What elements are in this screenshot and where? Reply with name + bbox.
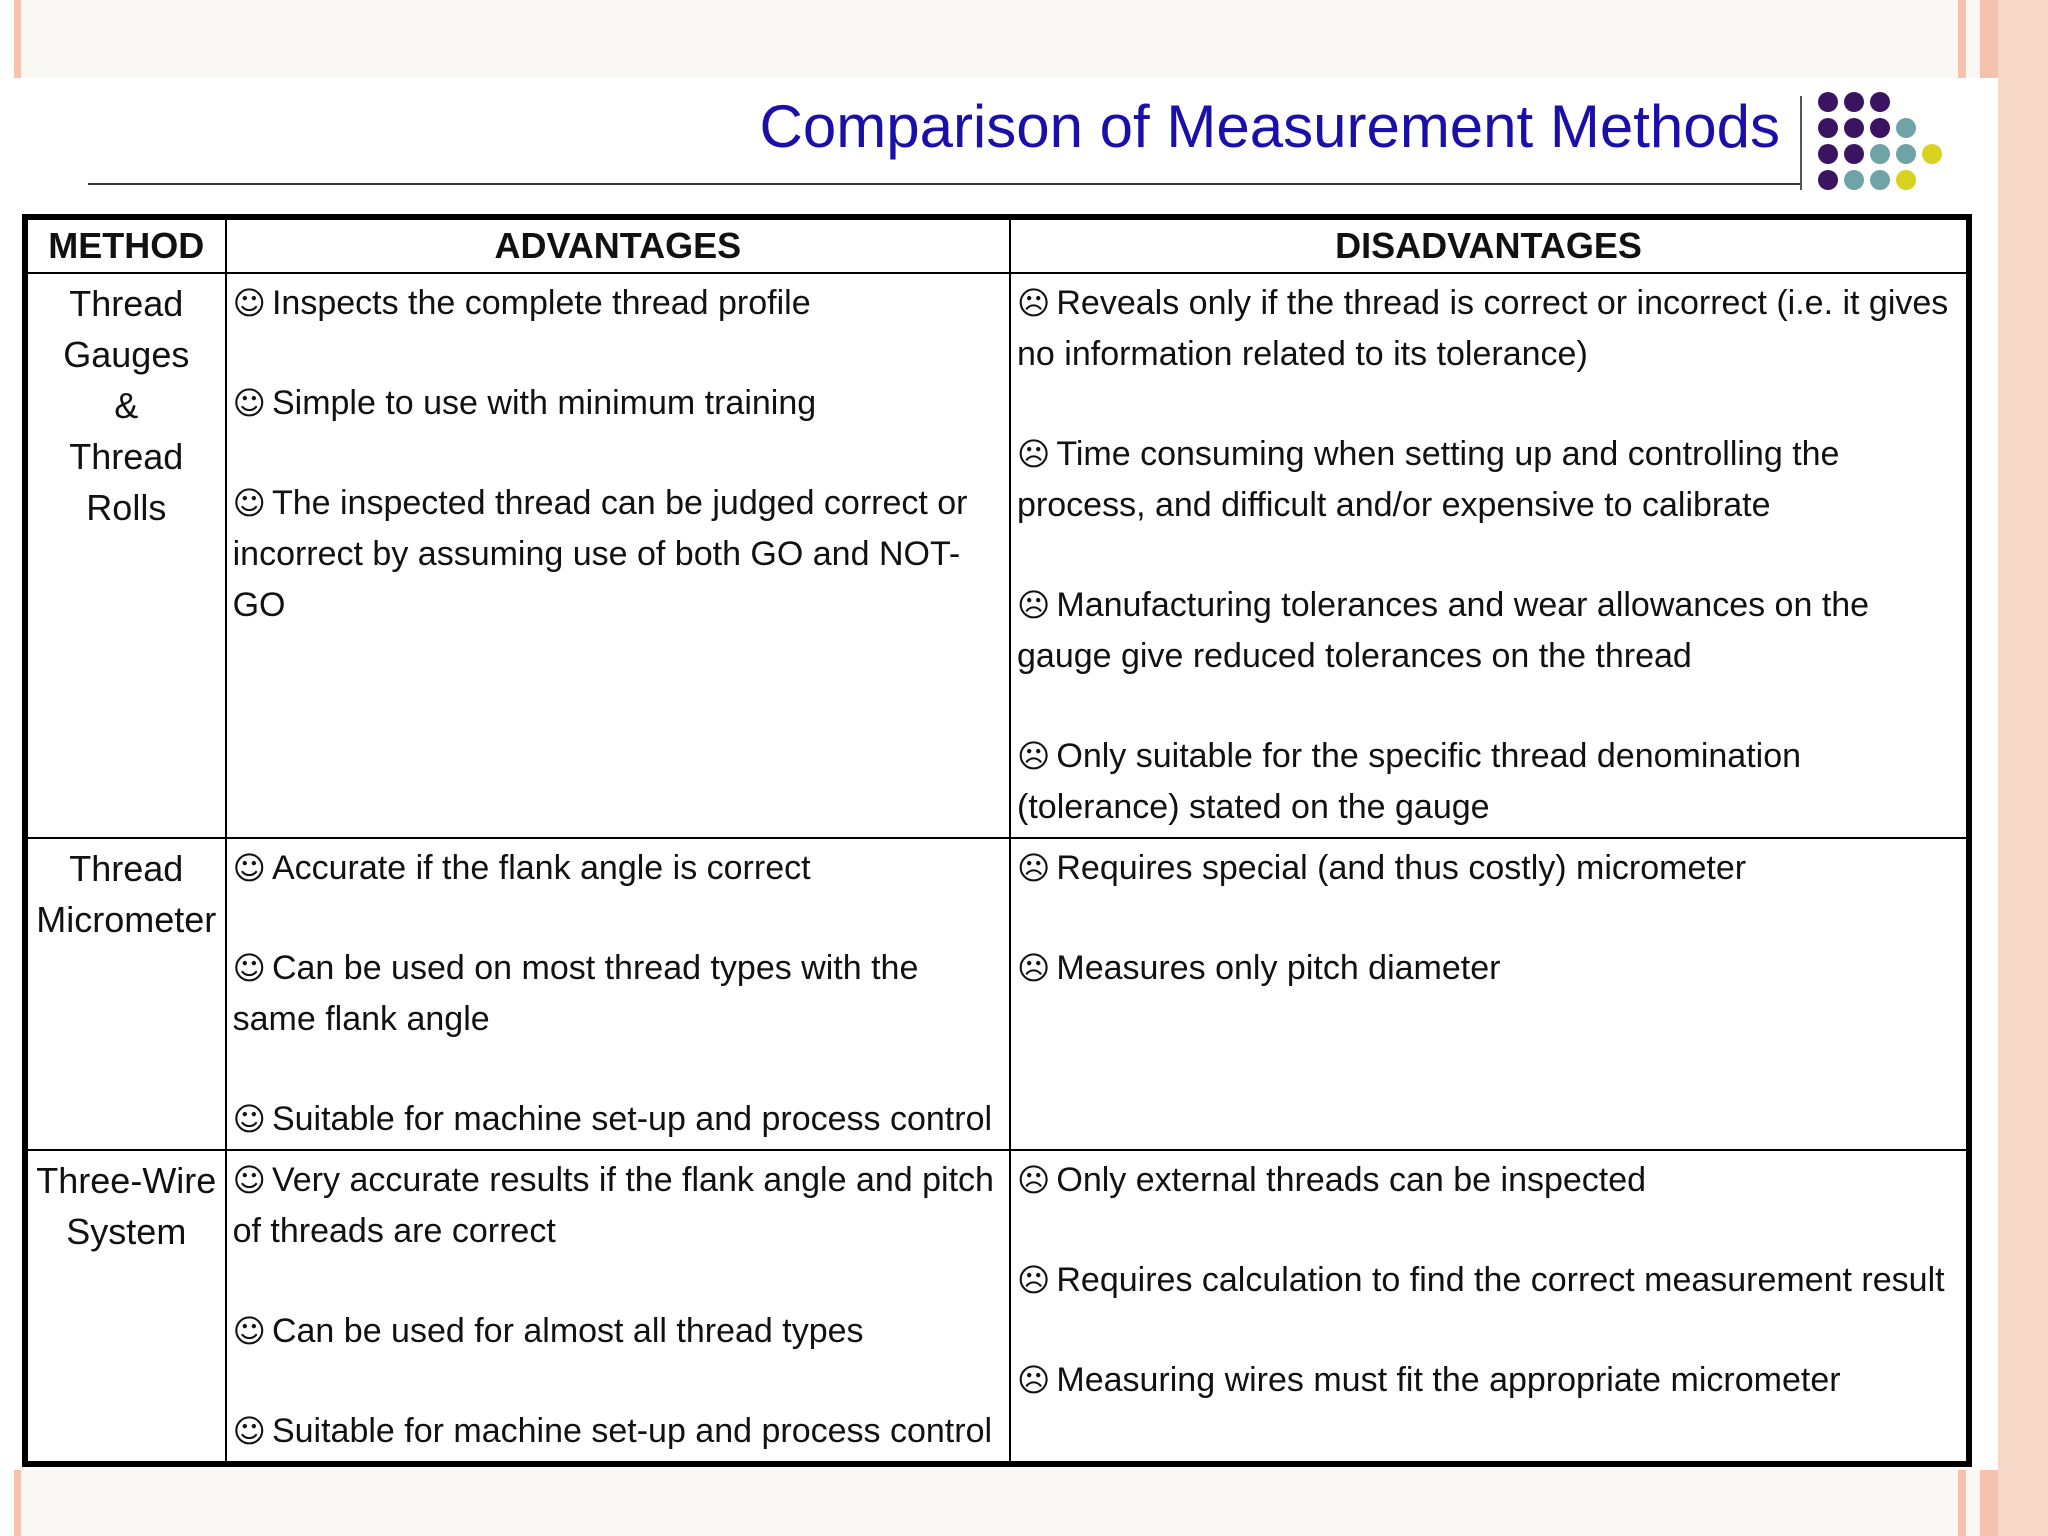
disadvantage-item [1017, 580, 1960, 682]
advantages-cell [226, 1150, 1010, 1464]
advantage-item [233, 1155, 1003, 1257]
advantage-item-text: Inspects the complete thread profile [271, 284, 811, 322]
advantage-item-text: Can be used for almost all thread types [271, 1312, 864, 1350]
decorative-dot-grid [1818, 92, 1958, 196]
smiley-icon: ☺ [232, 1100, 266, 1138]
frown-icon: ☹ [1017, 737, 1051, 775]
frown-icon: ☹ [1017, 1361, 1051, 1399]
disadvantage-item [1017, 278, 1960, 380]
disadvantages-cell [1010, 273, 1969, 838]
table-row [25, 273, 1969, 838]
smiley-icon: ☺ [232, 484, 266, 522]
advantage-item-text: Suitable for machine set-up and process control [271, 1100, 993, 1138]
smiley-icon: ☺ [232, 1312, 266, 1350]
slide-edge-accent [1980, 1470, 1998, 1536]
advantage-item [233, 1406, 1003, 1457]
frown-icon: ☹ [1017, 435, 1051, 473]
slide-edge-accent [1980, 0, 1998, 78]
decor-dot [1818, 118, 1838, 138]
advantage-item [233, 478, 1003, 631]
method-name-line: System [66, 1211, 187, 1252]
disadvantage-item [1017, 843, 1960, 894]
advantage-item [233, 843, 1003, 894]
disadvantage-item-text: Manufacturing tolerances and wear allowances on the gauge give reduced tolerances on the thread [1017, 586, 1870, 675]
advantage-item-text: Accurate if the flank angle is correct [271, 849, 811, 887]
decor-dot [1870, 170, 1890, 190]
smiley-icon: ☺ [232, 384, 266, 422]
decor-dot [1844, 170, 1864, 190]
decor-dot [1896, 170, 1916, 190]
method-cell [25, 838, 226, 1150]
disadvantage-item-text: Measuring wires must fit the appropriate micrometer [1056, 1361, 1841, 1399]
advantage-item [233, 943, 1003, 1045]
title-separator [1800, 96, 1802, 190]
table-row [25, 1150, 1969, 1464]
method-name-line: Three-Wire [36, 1160, 217, 1201]
advantage-item [233, 1306, 1003, 1357]
advantage-item-text: Very accurate results if the flank angle and pitch of threads are correct [232, 1161, 994, 1250]
advantage-item-text: Can be used on most thread types with the same flank angle [232, 949, 919, 1038]
smiley-icon: ☺ [232, 949, 266, 987]
smiley-icon: ☺ [232, 1412, 266, 1450]
disadvantage-item [1017, 1355, 1960, 1406]
frown-icon: ☹ [1017, 284, 1051, 322]
header-disadvantages: DISADVANTAGES [1010, 217, 1969, 273]
disadvantage-item [1017, 943, 1960, 994]
method-name-line: Thread [69, 283, 184, 324]
disadvantage-item-text: Only external threads can be inspected [1056, 1161, 1647, 1199]
method-name-line: Gauges [63, 334, 190, 375]
method-name-line: Thread [69, 848, 184, 889]
method-name-line: & [114, 385, 139, 426]
advantage-item-text: The inspected thread can be judged correct or incorrect by assuming use of both GO and NOT-GO [232, 484, 968, 624]
slide-right-strip [1998, 0, 2048, 1536]
smiley-icon: ☺ [232, 849, 266, 887]
method-cell [25, 1150, 226, 1464]
slide-title: Comparison of Measurement Methods [759, 93, 1780, 160]
frown-icon: ☹ [1017, 1161, 1051, 1199]
disadvantage-item [1017, 731, 1960, 833]
slide-edge-accent [1958, 1470, 1966, 1536]
decor-dot [1844, 92, 1864, 112]
frown-icon: ☹ [1017, 849, 1051, 887]
disadvantage-item [1017, 1155, 1960, 1206]
slide-bottom-band [14, 1470, 1994, 1536]
decor-dot [1844, 118, 1864, 138]
comparison-table [22, 214, 1972, 1467]
decor-dot [1818, 170, 1838, 190]
disadvantage-item-text: Requires calculation to find the correct measurement result [1056, 1261, 1945, 1299]
disadvantage-item-text: Reveals only if the thread is correct or incorrect (i.e. it gives no information related to its tolerance) [1017, 284, 1949, 373]
method-cell [25, 273, 226, 838]
frown-icon: ☹ [1017, 1261, 1051, 1299]
header-advantages: ADVANTAGES [226, 217, 1010, 273]
decor-dot [1896, 144, 1916, 164]
decor-dot [1870, 92, 1890, 112]
disadvantage-item [1017, 429, 1960, 531]
advantages-cell [226, 273, 1010, 838]
advantage-item-text: Simple to use with minimum training [271, 384, 817, 422]
disadvantages-cell [1010, 838, 1969, 1150]
advantages-cell [226, 838, 1010, 1150]
advantage-item [233, 1094, 1003, 1145]
table-row [25, 838, 1969, 1150]
disadvantage-item-text: Requires special (and thus costly) micrometer [1056, 849, 1747, 887]
smiley-icon: ☺ [232, 284, 266, 322]
decor-dot [1844, 144, 1864, 164]
disadvantages-cell [1010, 1150, 1969, 1464]
decor-dot [1818, 144, 1838, 164]
slide-top-band [14, 0, 1994, 78]
frown-icon: ☹ [1017, 586, 1051, 624]
advantage-item [233, 378, 1003, 429]
decor-dot [1818, 92, 1838, 112]
decor-dot [1896, 118, 1916, 138]
table-header-row [25, 217, 1969, 273]
decor-dot [1870, 118, 1890, 138]
disadvantage-item-text: Time consuming when setting up and controlling the process, and difficult and/or expensive to calibrate [1017, 435, 1840, 524]
header-method: METHOD [25, 217, 226, 273]
method-name-line: Micrometer [36, 899, 217, 940]
title-underline [88, 183, 1800, 185]
decor-dot [1870, 144, 1890, 164]
disadvantage-item [1017, 1255, 1960, 1306]
frown-icon: ☹ [1017, 949, 1051, 987]
method-name-line: Thread Rolls [69, 436, 184, 528]
advantage-item-text: Suitable for machine set-up and process control [271, 1412, 993, 1450]
slide-edge-accent [14, 0, 21, 78]
decor-dot [1922, 144, 1942, 164]
slide-edge-accent [14, 1470, 21, 1536]
smiley-icon: ☺ [232, 1161, 266, 1199]
slide-edge-accent [1958, 0, 1966, 78]
advantage-item [233, 278, 1003, 329]
disadvantage-item-text: Only suitable for the specific thread denomination (tolerance) stated on the gauge [1017, 737, 1802, 826]
disadvantage-item-text: Measures only pitch diameter [1056, 949, 1501, 987]
